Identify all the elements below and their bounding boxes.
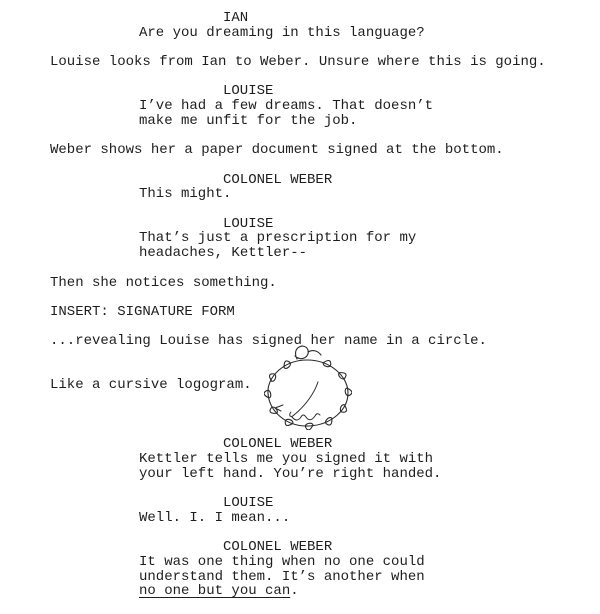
dialogue-block xyxy=(0,11,600,40)
dialogue-line: your left hand. You’re right handed. xyxy=(139,465,442,482)
inner-l-stroke xyxy=(290,382,318,416)
dialogue-line: That’s just a prescription for my xyxy=(139,230,417,247)
dialogue-block xyxy=(0,84,600,128)
character-name: COLONEL WEBER xyxy=(223,171,333,188)
action-line: Like a cursive logogram. xyxy=(50,377,252,394)
character-name: LOUISE xyxy=(223,495,274,512)
signature-ring xyxy=(268,360,348,426)
sentence-period: . xyxy=(290,583,299,600)
dialogue-block xyxy=(0,173,600,202)
dialogue-line: Are you dreaming in this language? xyxy=(139,24,425,41)
dialogue-line-underlined xyxy=(139,584,600,599)
bottom-cursive-squiggle xyxy=(292,414,320,420)
action-line: Weber shows her a paper document signed at the bottom. xyxy=(50,142,504,159)
dialogue-line: It was one thing when no one could xyxy=(139,553,425,570)
character-name: IAN xyxy=(223,10,249,26)
action-line: ...revealing Louise has signed her name in a circle. xyxy=(50,333,487,350)
action-block xyxy=(0,55,600,70)
dialogue-block xyxy=(0,217,600,261)
dialogue-block xyxy=(0,437,600,481)
dialogue-line: make me unfit for the job. xyxy=(139,112,358,129)
character-name: COLONEL WEBER xyxy=(223,539,333,556)
action-line: Louise looks from Ian to Weber. Unsure where this is going. xyxy=(50,54,546,71)
circular-signature-doodle xyxy=(264,344,352,430)
action-line: INSERT: SIGNATURE FORM xyxy=(50,303,235,320)
dialogue-block xyxy=(0,496,600,525)
underlined-phrase: no one but you can xyxy=(139,583,291,600)
action-line: Then she notices something. xyxy=(50,274,277,291)
top-flourish-loop xyxy=(295,346,321,359)
character-name: COLONEL WEBER xyxy=(223,436,333,453)
dialogue-block xyxy=(0,540,600,599)
action-block xyxy=(0,143,600,158)
action-block xyxy=(0,276,600,291)
insert-slugline xyxy=(0,305,600,320)
dialogue-line: understand them. It’s another when xyxy=(139,568,425,585)
dialogue-line: I’ve had a few dreams. That doesn’t xyxy=(139,98,434,115)
dialogue-line: This might. xyxy=(139,186,232,203)
dialogue-line: headaches, Kettler-- xyxy=(139,245,308,262)
left-arrow-tick xyxy=(275,405,283,411)
character-name: LOUISE xyxy=(223,83,274,100)
dialogue-line: Kettler tells me you signed it with xyxy=(139,450,434,467)
character-name: LOUISE xyxy=(223,215,274,232)
dialogue-line: Well. I. I mean... xyxy=(139,509,291,526)
